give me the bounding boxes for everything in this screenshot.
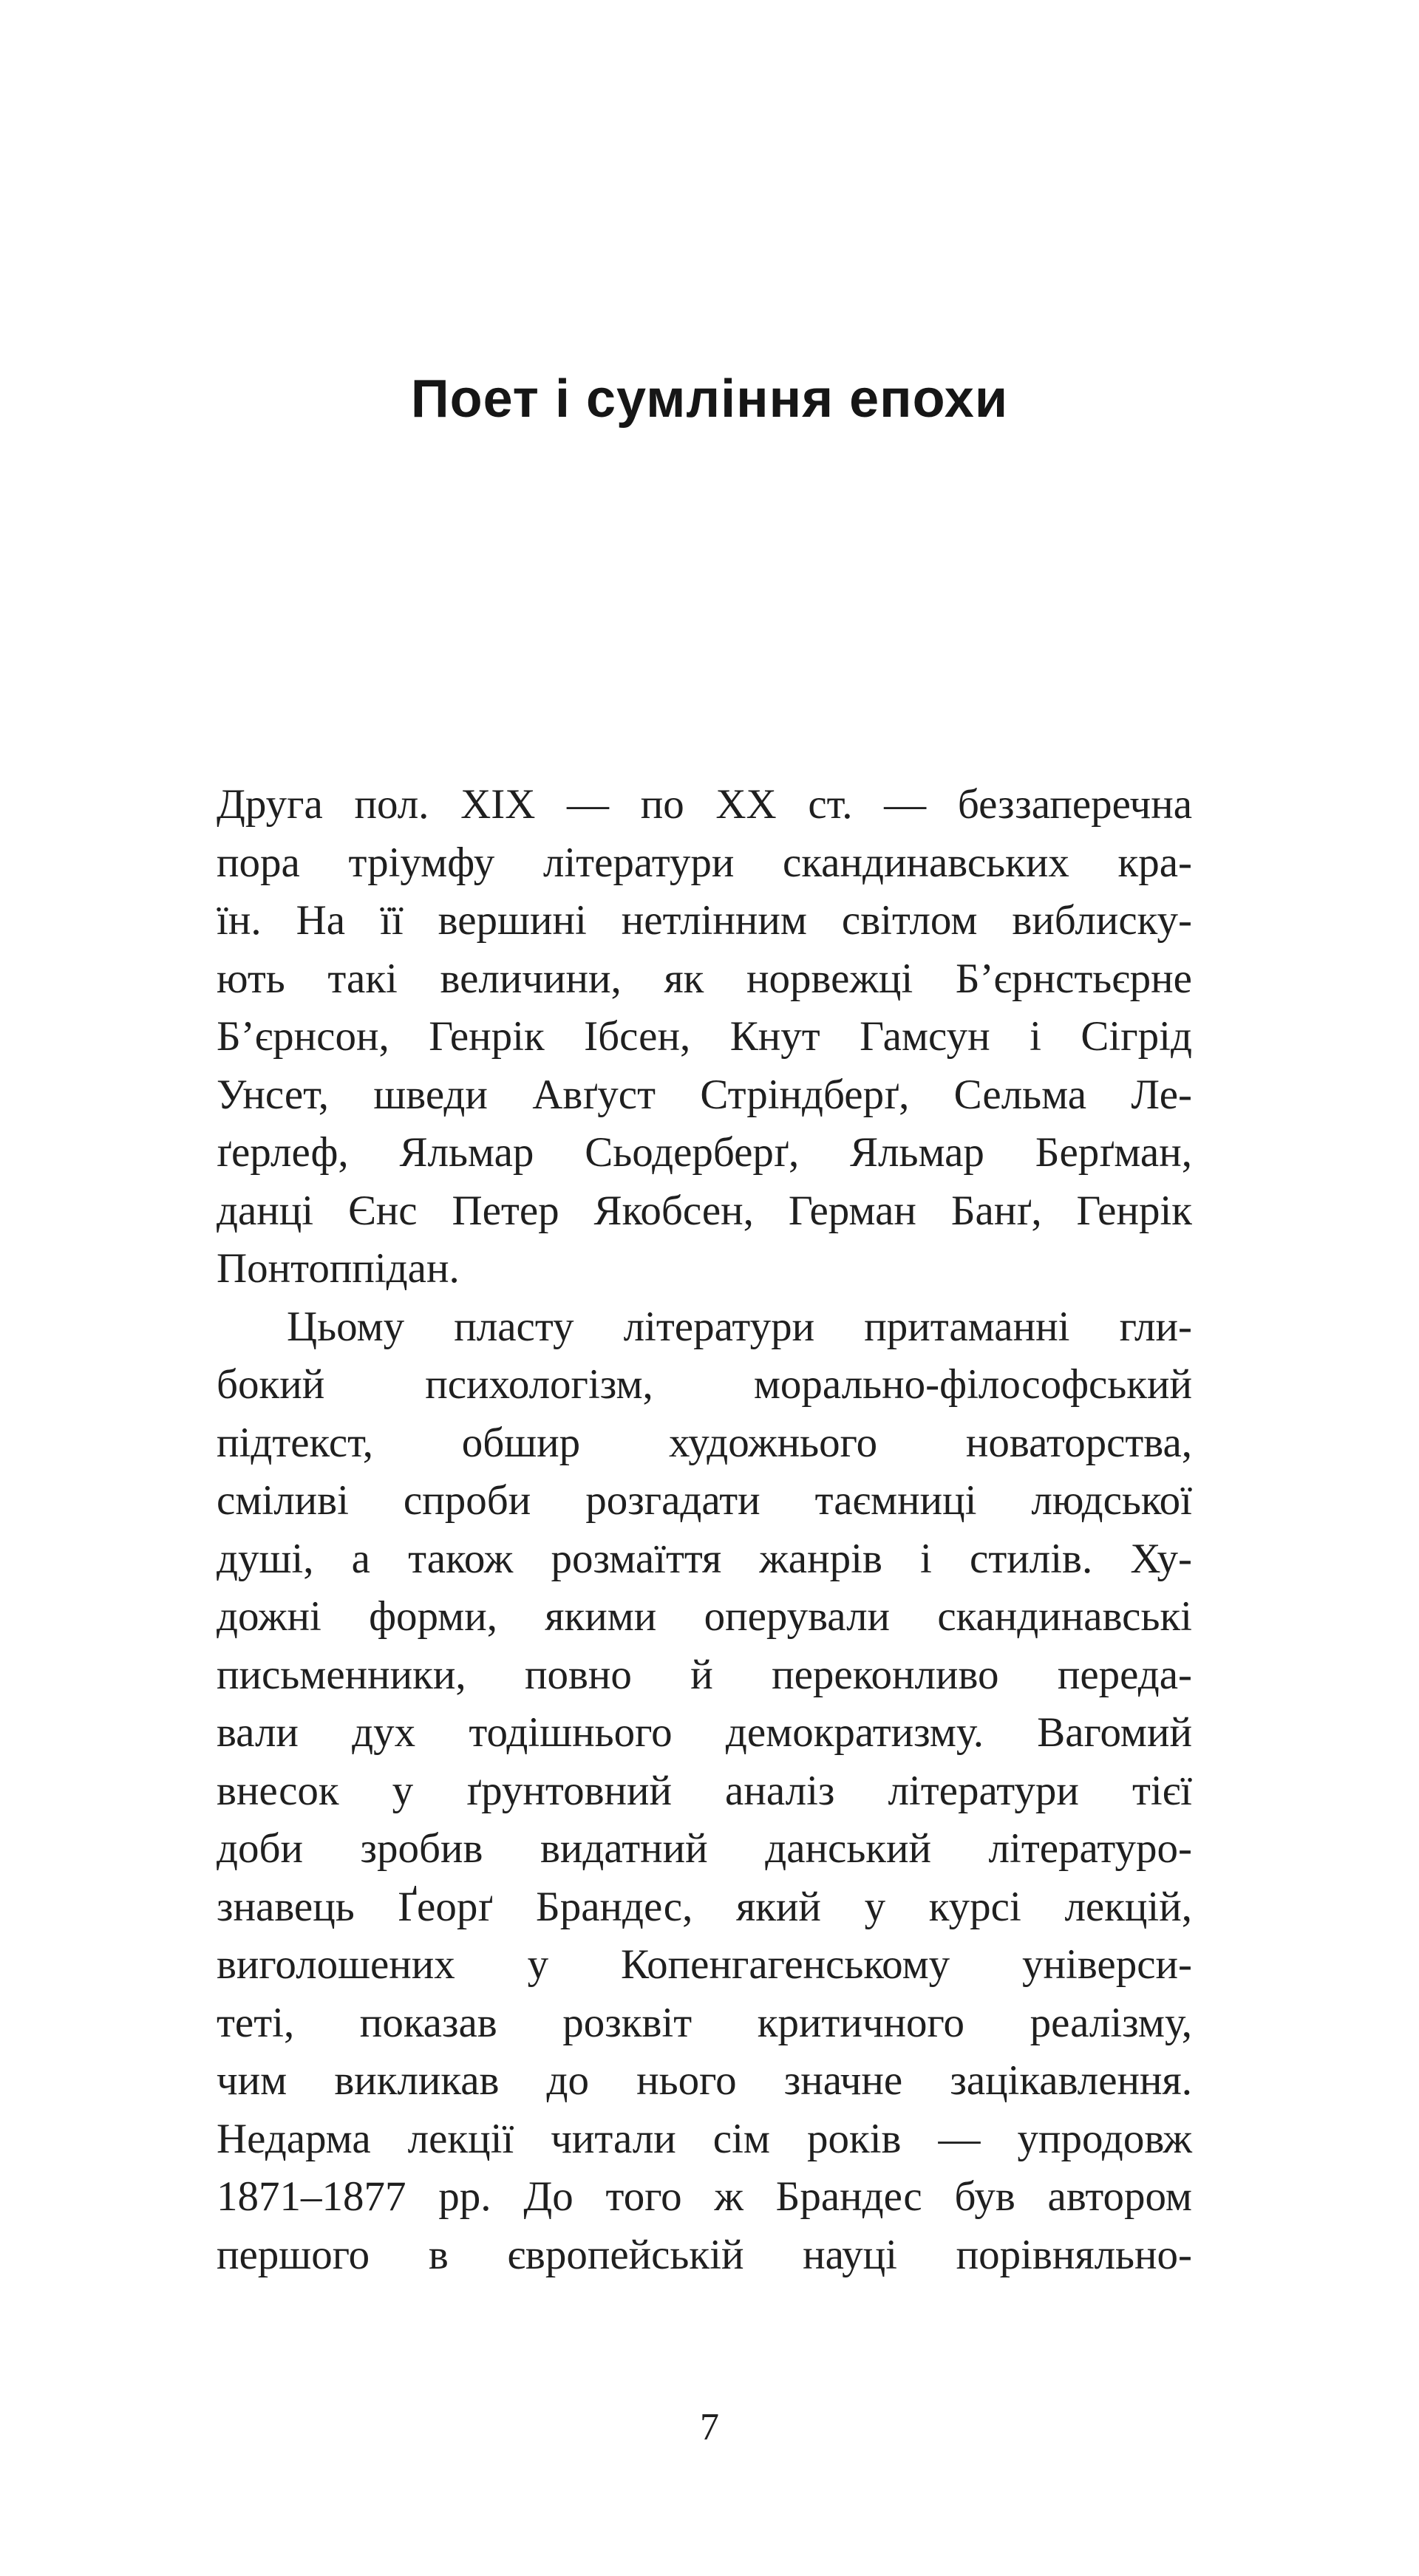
text-line: Друга пол. XIX — по XX ст. — беззаперечна xyxy=(217,781,1192,828)
body-text xyxy=(217,776,1192,2284)
text-line: дожні форми, якими оперували скандинавські xyxy=(217,1593,1192,1640)
page-number: 7 xyxy=(700,2406,719,2448)
text-line: данці Єнс Петер Якобсен, Герман Банґ, Генрік xyxy=(217,1187,1192,1234)
text-line: Недарма лекції читали сім років — упродовж xyxy=(217,2115,1192,2162)
text-line: ґерлеф, Яльмар Сьодерберґ, Яльмар Берґман, xyxy=(217,1129,1192,1176)
text-line: 1871–1877 рр. До того ж Брандес був автором xyxy=(217,2173,1192,2220)
text-line: підтекст, обшир художнього новаторства, xyxy=(217,1419,1192,1466)
text-line: сміливі спроби розгадати таємниці людської xyxy=(217,1477,1192,1524)
text-line: Унсет, шведи Авґуст Стріндберґ, Сельма Ле- xyxy=(217,1071,1192,1118)
text-line: знавець Ґеорґ Брандес, який у курсі лекцій, xyxy=(217,1883,1192,1930)
text-line: доби зробив видатний данський літературо- xyxy=(217,1825,1192,1872)
text-line: Понтоппідан. xyxy=(217,1245,460,1292)
text-line: їн. На її вершині нетлінним світлом виблиску- xyxy=(217,897,1192,944)
text-line: вали дух тодішнього демократизму. Вагомий xyxy=(217,1709,1192,1756)
text-line: Б’єрнсон, Генрік Ібсен, Кнут Гамсун і Сігрід xyxy=(217,1013,1192,1060)
text-line: письменники, повно й переконливо переда- xyxy=(217,1651,1192,1698)
text-line: теті, показав розквіт критичного реалізму, xyxy=(217,1999,1192,2046)
text-line: внесок у ґрунтовний аналіз літератури тієї xyxy=(217,1767,1192,1814)
text-line: душі, а також розмаїття жанрів і стилів. Ху- xyxy=(217,1535,1192,1582)
page-title: Поет і сумління епохи xyxy=(410,369,1009,429)
text-line: пора тріумфу літератури скандинавських кра- xyxy=(217,839,1192,886)
text-line: ють такі величини, як норвежці Б’єрнстьєрне xyxy=(217,955,1192,1002)
text-line: Цьому пласту літератури притаманні гли- xyxy=(287,1303,1192,1350)
text-line: чим викликав до нього значне зацікавлення. xyxy=(217,2057,1192,2104)
text-line: бокий психологізм, морально-філософський xyxy=(217,1361,1192,1408)
text-line: першого в європейській науці порівняльно- xyxy=(217,2231,1192,2278)
text-line: виголошених у Копенгагенському універси- xyxy=(217,1941,1192,1988)
